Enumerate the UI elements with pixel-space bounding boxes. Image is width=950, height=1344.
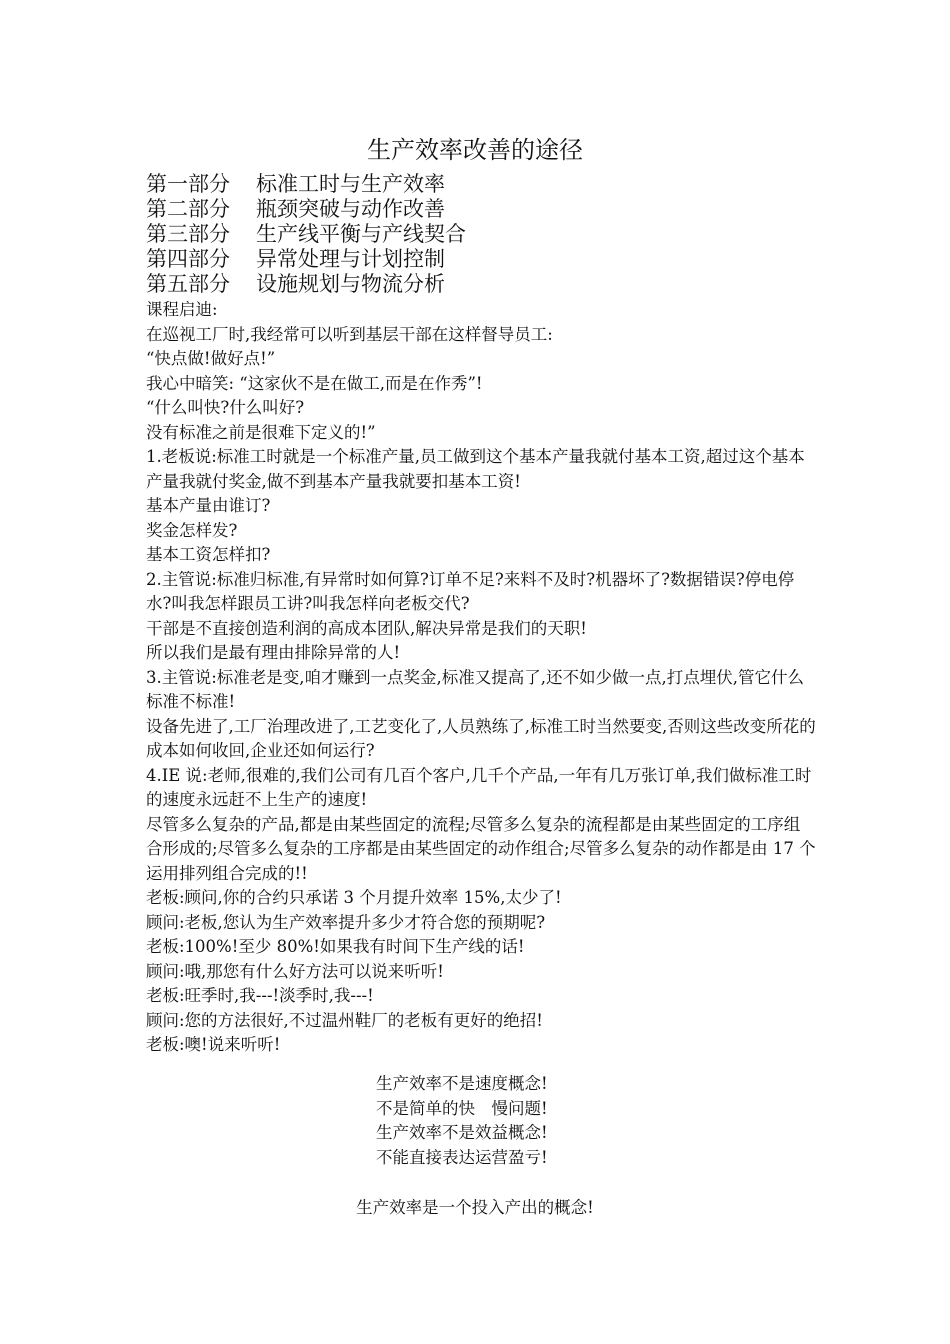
statement-line: 不是简单的快 慢问题! — [376, 1098, 548, 1118]
toc-part-label: 第一部分 — [146, 172, 230, 196]
toc-item — [146, 247, 466, 272]
question: 基本工资怎样扣? — [146, 545, 271, 564]
statement-line: 不能直接表达运营盈亏! — [376, 1147, 548, 1167]
toc-part-name: 生产线平衡与产线契合 — [256, 222, 466, 246]
paragraph: 设备先进了,工厂治理改进了,工艺变化了,人员熟练了,标准工时当然要变,否则这些改变所花的成本如何收回,企业还如何运行? — [146, 716, 816, 760]
conclusion-line: 生产效率是一个投入产出的概念! — [356, 1198, 594, 1217]
dialogue-line: 老板:顾问,你的合约只承诺 3 个月提升效率 15%,太少了! — [146, 888, 562, 907]
centered-statements — [376, 1072, 548, 1170]
toc-item — [146, 222, 466, 247]
dialogue-line: 顾问:哦,那您有什么好方法可以说来听听! — [146, 961, 444, 981]
dialogue-line: 顾问:您的方法很好,不过温州鞋厂的老板有更好的绝招! — [146, 1010, 543, 1030]
section-heading: 课程启迪: — [146, 300, 218, 319]
toc-part-name: 设施规划与物流分析 — [256, 272, 445, 296]
paragraph: 所以我们是最有理由排除异常的人! — [146, 643, 401, 662]
toc-item — [146, 172, 466, 197]
toc-part-label: 第二部分 — [146, 197, 230, 221]
paragraph: 干部是不直接创造利润的高成本团队,解决异常是我们的天职! — [146, 618, 587, 638]
paragraph: 在巡视工厂时,我经常可以听到基层干部在这样督导员工: — [146, 324, 553, 344]
paragraph: 4.IE 说:老师,很难的,我们公司有几百个客户,几千个产品,一年有几万张订单,我们做标准工时的速度永远赶不上生产的速度! — [146, 765, 812, 809]
dialogue-line: 老板:100%!至少 80%!如果我有时间下生产线的话! — [146, 937, 525, 956]
document-title: 生产效率改善的途径 — [367, 136, 583, 164]
paragraph: 尽管多么复杂的产品,都是由某些固定的流程;尽管多么复杂的流程都是由某些固定的工序组合形成的;尽管多么复杂的工序都是由某些固定的动作组合;尽管多么复杂的动作都是由 17 个运用排列组合完成的!! — [146, 814, 816, 883]
body-text — [146, 298, 816, 1058]
quote: 没有标准之前是很难下定义的!” — [146, 422, 376, 442]
dialogue-line: 老板:旺季时,我---!淡季时,我---! — [146, 986, 374, 1005]
toc-part-name: 异常处理与计划控制 — [256, 247, 445, 271]
dialogue-line: 老板:噢!说来听听! — [146, 1035, 281, 1054]
toc-part-label: 第三部分 — [146, 222, 230, 246]
paragraph: 我心中暗笑: “这家伙不是在做工,而是在作秀”! — [146, 373, 483, 393]
question: 奖金怎样发? — [146, 520, 238, 540]
toc-part-label: 第五部分 — [146, 272, 230, 296]
toc-part-label: 第四部分 — [146, 247, 230, 271]
table-of-contents — [146, 172, 466, 297]
paragraph: 3.主管说:标准老是变,咱才赚到一点奖金,标准又提高了,还不如少做一点,打点埋伏,管它什么标准不标准! — [146, 667, 805, 711]
toc-item — [146, 197, 466, 222]
quote: “什么叫快?什么叫好? — [146, 398, 305, 417]
paragraph: 1.老板说:标准工时就是一个标准产量,员工做到这个基本产量我就付基本工资,超过这个基本产量我就付奖金,做不到基本产量我就要扣基本工资! — [146, 447, 805, 491]
toc-part-name: 瓶颈突破与动作改善 — [256, 197, 445, 221]
statement-line: 生产效率不是效益概念! — [376, 1123, 548, 1142]
statement-line: 生产效率不是速度概念! — [376, 1074, 548, 1093]
quote: “快点做!做好点!” — [146, 349, 276, 368]
question: 基本产量由谁订? — [146, 496, 271, 515]
toc-part-name: 标准工时与生产效率 — [256, 172, 445, 196]
dialogue-line: 顾问:老板,您认为生产效率提升多少才符合您的预期呢? — [146, 912, 546, 932]
paragraph: 2.主管说:标准归标准,有异常时如何算?订单不足?来料不及时?机器坏了?数据错误?停电停水?叫我怎样跟员工讲?叫我怎样向老板交代? — [146, 569, 795, 613]
toc-item — [146, 272, 466, 297]
